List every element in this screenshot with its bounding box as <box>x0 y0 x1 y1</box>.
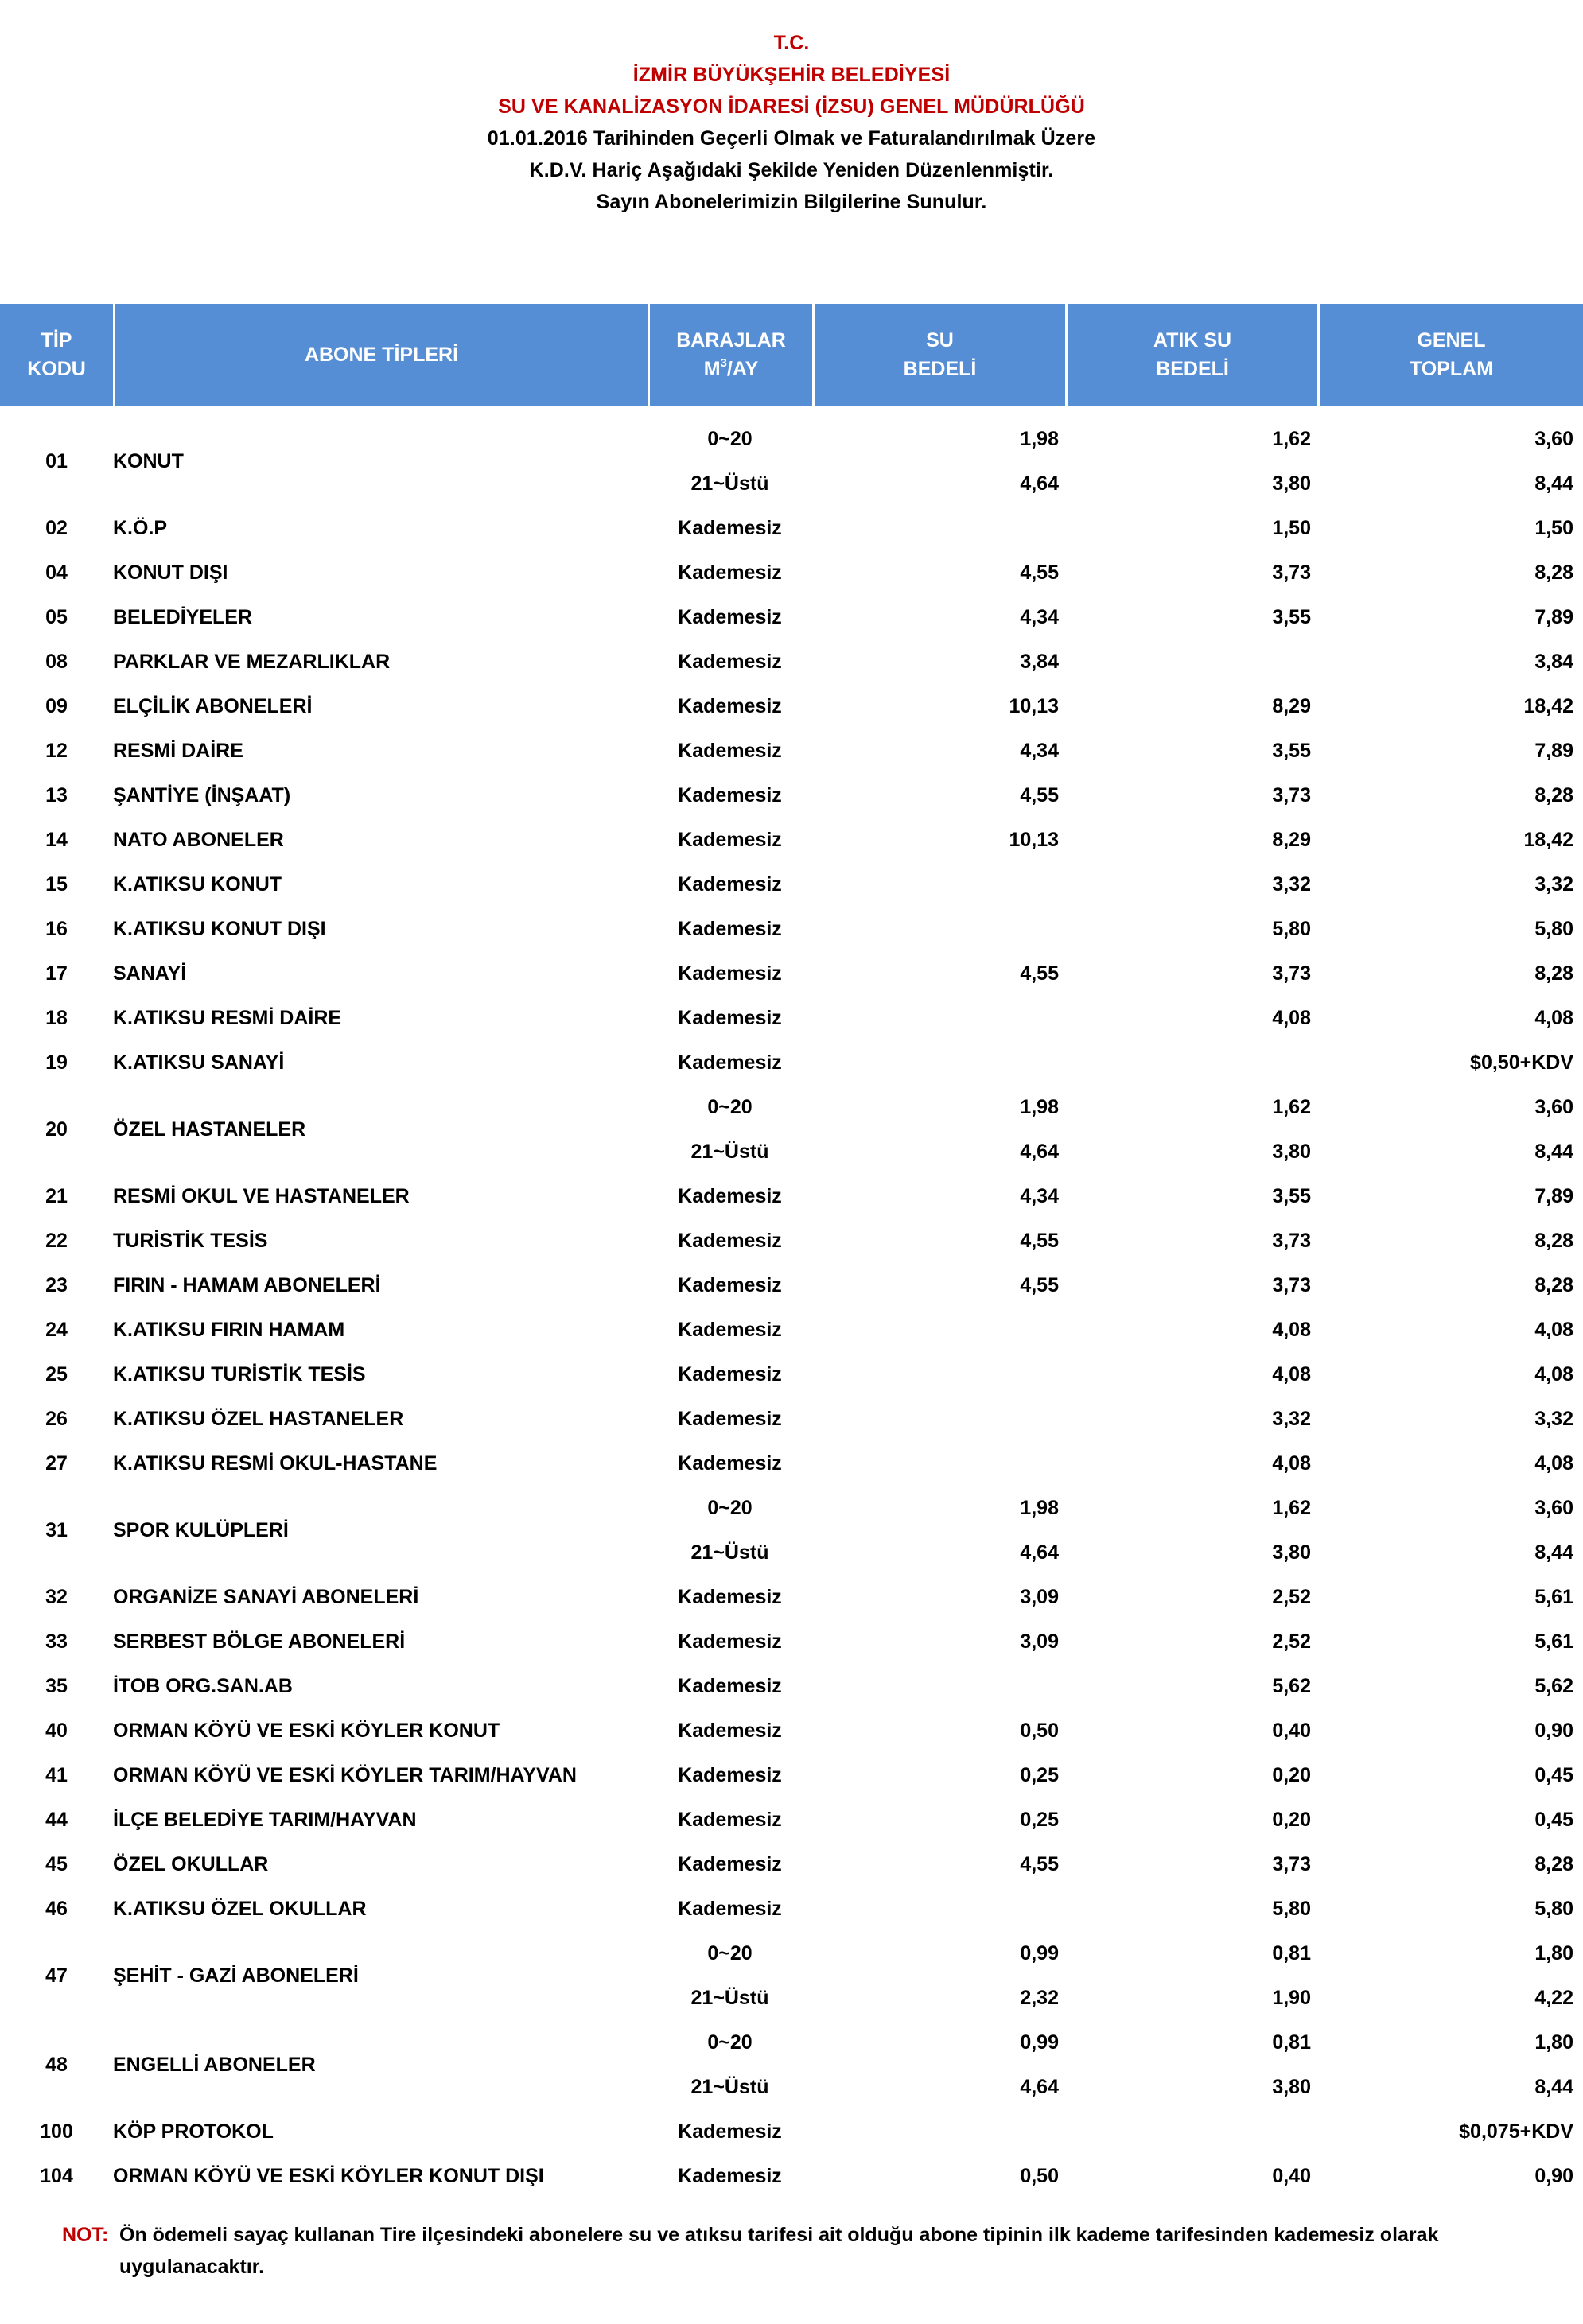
subscriber-code: 05 <box>45 605 68 628</box>
subscriber-code: 41 <box>45 1763 68 1786</box>
wastewater-fee-cell: 3,73 <box>1272 962 1311 985</box>
subscriber-code: 22 <box>45 1229 68 1252</box>
subscriber-code: 31 <box>45 1518 68 1541</box>
subscriber-code: 18 <box>45 1006 68 1029</box>
subscriber-type-name: ENGELLİ ABONELER <box>113 2053 316 2076</box>
subscriber-type-name: FIRIN - HAMAM ABONELERİ <box>113 1273 381 1296</box>
table-row <box>0 1797 1583 1842</box>
water-fee-cell <box>812 1040 1065 1085</box>
subscriber-type-name: RESMİ OKUL VE HASTANELER <box>113 1184 410 1207</box>
tier-cell: Kademesiz <box>678 917 782 940</box>
subscriber-type-name: K.ATIKSU TURİSTİK TESİS <box>113 1362 366 1385</box>
subscriber-type-name: K.Ö.P <box>113 516 168 539</box>
table-row <box>0 996 1583 1040</box>
subscriber-type-name: K.ATIKSU KONUT <box>113 872 282 896</box>
total-cell: $0,50+KDV <box>1470 1051 1573 1074</box>
subscriber-code: 23 <box>45 1273 68 1296</box>
total-cell: 0,90 <box>1534 1719 1573 1742</box>
tier-cell: Kademesiz <box>678 783 782 806</box>
subscriber-code: 16 <box>45 917 68 940</box>
tier-cell: Kademesiz <box>678 1897 782 1920</box>
header-line-effective-date: 01.01.2016 Tarihinden Geçerli Olmak ve Faturalandırılmak Üzere <box>487 127 1096 150</box>
water-fee-cell: 0,50 <box>1020 1719 1059 1742</box>
subscriber-code: 15 <box>45 872 68 896</box>
water-fee-cell: 1,98 <box>1020 1095 1059 1118</box>
tier-cell: Kademesiz <box>678 1719 782 1742</box>
wastewater-fee-cell: 0,40 <box>1272 2164 1311 2187</box>
wastewater-fee-cell: 0,81 <box>1272 2031 1311 2054</box>
wastewater-fee-cell: 4,08 <box>1272 1362 1311 1385</box>
table-row <box>0 951 1583 996</box>
col-header-subscriber-type: ABONE TİPLERİ <box>113 304 648 406</box>
subscriber-type-name: NATO ABONELER <box>113 828 284 851</box>
total-cell: 7,89 <box>1534 739 1573 762</box>
note-label: NOT: <box>62 2224 109 2246</box>
water-fee-cell: 1,98 <box>1020 427 1059 450</box>
tier-cell: 21~Üstü <box>690 1541 769 1564</box>
table-row <box>0 417 1583 461</box>
total-cell: 4,08 <box>1534 1006 1573 1029</box>
tier-cell: Kademesiz <box>678 1585 782 1608</box>
subscriber-code: 46 <box>45 1897 68 1920</box>
subscriber-type-name: K.ATIKSU RESMİ OKUL-HASTANE <box>113 1452 438 1475</box>
subscriber-type-name: KÖP PROTOKOL <box>113 2120 274 2143</box>
tier-cell: Kademesiz <box>678 1674 782 1697</box>
subscriber-type-name: RESMİ DAİRE <box>113 739 243 762</box>
subscriber-code: 27 <box>45 1452 68 1475</box>
wastewater-fee-cell: 8,29 <box>1272 828 1311 851</box>
wastewater-fee-cell: 4,08 <box>1272 1452 1311 1475</box>
spacer-cell <box>0 406 1583 417</box>
wastewater-fee-cell: 3,80 <box>1272 2075 1311 2098</box>
table-row <box>0 1218 1583 1263</box>
tier-cell: Kademesiz <box>678 1051 782 1074</box>
subscriber-type-name: K.ATIKSU RESMİ DAİRE <box>113 1006 342 1029</box>
wastewater-fee-cell: 5,80 <box>1272 917 1311 940</box>
subscriber-code: 35 <box>45 1674 68 1697</box>
wastewater-fee-cell: 0,20 <box>1272 1763 1311 1786</box>
subscriber-code: 09 <box>45 694 68 717</box>
table-row <box>0 818 1583 862</box>
subscriber-type-name: K.ATIKSU ÖZEL OKULLAR <box>113 1897 367 1920</box>
water-fee-cell <box>812 1352 1065 1397</box>
subscriber-type-name: BELEDİYELER <box>113 605 253 628</box>
subscriber-type-name: K.ATIKSU KONUT DIŞI <box>113 917 326 940</box>
wastewater-fee-cell: 1,50 <box>1272 516 1311 539</box>
subscriber-code: 13 <box>45 783 68 806</box>
total-cell: 3,60 <box>1534 1496 1573 1519</box>
subscriber-type-name: KONUT <box>113 449 184 472</box>
water-fee-cell: 0,50 <box>1020 2164 1059 2187</box>
tier-cell: Kademesiz <box>678 2120 782 2143</box>
table-row <box>0 907 1583 951</box>
table-row <box>0 1619 1583 1664</box>
table-row <box>0 1931 1583 1976</box>
water-fee-cell: 0,99 <box>1020 2031 1059 2054</box>
subscriber-code: 100 <box>40 2120 73 2143</box>
subscriber-code: 24 <box>45 1318 68 1341</box>
water-fee-cell <box>812 907 1065 951</box>
table-row <box>0 1887 1583 1931</box>
total-cell: 4,22 <box>1534 1986 1573 2009</box>
tier-cell: Kademesiz <box>678 962 782 985</box>
table-row <box>0 729 1583 773</box>
spacer-row <box>0 406 1583 417</box>
wastewater-fee-cell: 1,62 <box>1272 427 1311 450</box>
water-fee-cell: 10,13 <box>1009 694 1059 717</box>
water-fee-cell <box>812 1308 1065 1352</box>
table-row <box>0 1575 1583 1619</box>
subscriber-code: 19 <box>45 1051 68 1074</box>
water-fee-cell: 4,55 <box>1020 1229 1059 1252</box>
subscriber-type-name: ELÇİLİK ABONELERİ <box>113 694 313 717</box>
water-fee-cell: 4,64 <box>1020 2075 1059 2098</box>
tier-cell: Kademesiz <box>678 1229 782 1252</box>
water-fee-cell: 4,55 <box>1020 561 1059 584</box>
wastewater-fee-cell: 4,08 <box>1272 1318 1311 1341</box>
subscriber-code: 04 <box>45 561 68 584</box>
total-cell: 4,08 <box>1534 1452 1573 1475</box>
table-row <box>0 550 1583 595</box>
total-cell: 8,28 <box>1534 1273 1573 1296</box>
tariff-table <box>0 304 1583 2198</box>
water-fee-cell <box>812 1664 1065 1708</box>
tier-cell: Kademesiz <box>678 1852 782 1875</box>
col-header-wastewater-fee: ATIK SU BEDELİ <box>1065 304 1317 406</box>
tier-cell: Kademesiz <box>678 739 782 762</box>
tier-cell: 0~20 <box>707 1496 753 1519</box>
subscriber-type-name: SERBEST BÖLGE ABONELERİ <box>113 1630 406 1653</box>
wastewater-fee-cell: 2,52 <box>1272 1630 1311 1653</box>
subscriber-code: 104 <box>40 2164 73 2187</box>
table-row <box>0 639 1583 684</box>
table-row <box>0 862 1583 907</box>
tier-cell: Kademesiz <box>678 1808 782 1831</box>
wastewater-fee-cell: 0,20 <box>1272 1808 1311 1831</box>
wastewater-fee-cell: 5,62 <box>1272 1674 1311 1697</box>
water-fee-cell: 1,98 <box>1020 1496 1059 1519</box>
wastewater-fee-cell: 3,55 <box>1272 739 1311 762</box>
total-cell: $0,075+KDV <box>1459 2120 1573 2143</box>
table-row <box>0 1441 1583 1486</box>
total-cell: 0,90 <box>1534 2164 1573 2187</box>
col-header-total: GENEL TOPLAM <box>1317 304 1583 406</box>
wastewater-fee-cell: 3,80 <box>1272 1541 1311 1564</box>
total-cell: 3,60 <box>1534 427 1573 450</box>
table-row <box>0 1664 1583 1708</box>
total-cell: 0,45 <box>1534 1763 1573 1786</box>
total-cell: 3,60 <box>1534 1095 1573 1118</box>
table-row <box>0 2109 1583 2154</box>
wastewater-fee-cell: 3,73 <box>1272 1229 1311 1252</box>
table-row <box>0 2020 1583 2065</box>
table-row <box>0 1174 1583 1218</box>
subscriber-code: 40 <box>45 1719 68 1742</box>
wastewater-fee-cell: 3,32 <box>1272 1407 1311 1430</box>
subscriber-type-name: ŞEHİT - GAZİ ABONELERİ <box>113 1964 359 1987</box>
subscriber-type-name: İLÇE BELEDİYE TARIM/HAYVAN <box>113 1808 417 1831</box>
tier-cell: Kademesiz <box>678 605 782 628</box>
water-fee-cell <box>812 2109 1065 2154</box>
water-fee-cell: 3,09 <box>1020 1630 1059 1653</box>
subscriber-code: 14 <box>45 828 68 851</box>
total-cell: 5,61 <box>1534 1630 1573 1653</box>
tier-cell: 0~20 <box>707 1941 753 1965</box>
header-line-municipality: İZMİR BÜYÜKŞEHİR BELEDİYESİ <box>632 64 951 86</box>
table-header-row <box>0 304 1583 406</box>
water-fee-cell: 4,34 <box>1020 605 1059 628</box>
subscriber-code: 44 <box>45 1808 68 1831</box>
subscriber-code: 20 <box>45 1117 68 1141</box>
total-cell: 8,44 <box>1534 2075 1573 2098</box>
subscriber-type-name: ÖZEL HASTANELER <box>113 1117 306 1141</box>
subscriber-type-name: K.ATIKSU SANAYİ <box>113 1051 285 1074</box>
wastewater-fee-cell <box>1065 1040 1317 1085</box>
wastewater-fee-cell: 3,55 <box>1272 605 1311 628</box>
tier-cell: Kademesiz <box>678 694 782 717</box>
water-fee-cell: 4,64 <box>1020 472 1059 495</box>
water-fee-cell <box>812 1397 1065 1441</box>
tier-cell: Kademesiz <box>678 1184 782 1207</box>
wastewater-fee-cell: 3,73 <box>1272 1273 1311 1296</box>
subscriber-code: 25 <box>45 1362 68 1385</box>
header-line-tc: T.C. <box>773 32 810 54</box>
tier-cell: Kademesiz <box>678 1362 782 1385</box>
water-fee-cell: 0,25 <box>1020 1763 1059 1786</box>
tier-cell: Kademesiz <box>678 1407 782 1430</box>
table-row <box>0 1352 1583 1397</box>
water-fee-cell: 2,32 <box>1020 1986 1059 2009</box>
wastewater-fee-cell: 1,90 <box>1272 1986 1311 2009</box>
wastewater-fee-cell: 3,73 <box>1272 1852 1311 1875</box>
subscriber-code: 17 <box>45 962 68 985</box>
water-fee-cell: 0,25 <box>1020 1808 1059 1831</box>
water-fee-cell: 4,64 <box>1020 1541 1059 1564</box>
table-row <box>0 595 1583 639</box>
subscriber-type-name: ORMAN KÖYÜ VE ESKİ KÖYLER TARIM/HAYVAN <box>113 1763 577 1786</box>
tier-cell: 21~Üstü <box>690 472 769 495</box>
water-fee-cell: 10,13 <box>1009 828 1059 851</box>
table-row <box>0 1085 1583 1129</box>
subscriber-code: 45 <box>45 1852 68 1875</box>
total-cell: 3,32 <box>1534 872 1573 896</box>
subscriber-type-name: K.ATIKSU ÖZEL HASTANELER <box>113 1407 404 1430</box>
total-cell: 4,08 <box>1534 1362 1573 1385</box>
total-cell: 1,80 <box>1534 2031 1573 2054</box>
table-row <box>0 684 1583 729</box>
header-line-notice: Sayın Abonelerimizin Bilgilerine Sunulur. <box>596 191 987 213</box>
tier-cell: 0~20 <box>707 2031 753 2054</box>
subscriber-type-name: ŞANTİYE (İNŞAAT) <box>113 783 291 806</box>
subscriber-type-name: TURİSTİK TESİS <box>113 1229 268 1252</box>
subscriber-code: 08 <box>45 650 68 673</box>
col-header-code: TİP KODU <box>0 304 113 406</box>
tier-cell: 21~Üstü <box>690 1140 769 1163</box>
tier-cell: Kademesiz <box>678 1006 782 1029</box>
total-cell: 1,50 <box>1534 516 1573 539</box>
subscriber-code: 26 <box>45 1407 68 1430</box>
wastewater-fee-cell: 8,29 <box>1272 694 1311 717</box>
tier-cell: Kademesiz <box>678 1630 782 1653</box>
wastewater-fee-cell <box>1065 2109 1317 2154</box>
wastewater-fee-cell: 3,73 <box>1272 561 1311 584</box>
subscriber-type-name: ORMAN KÖYÜ VE ESKİ KÖYLER KONUT DIŞI <box>113 2164 544 2187</box>
table-row <box>0 773 1583 818</box>
tier-cell: 0~20 <box>707 1095 753 1118</box>
wastewater-fee-cell: 1,62 <box>1272 1496 1311 1519</box>
tier-cell: Kademesiz <box>678 516 782 539</box>
subscriber-code: 12 <box>45 739 68 762</box>
wastewater-fee-cell: 0,81 <box>1272 1941 1311 1965</box>
note-text: Ön ödemeli sayaç kullanan Tire ilçesindeki abonelere su ve atıksu tarifesi ait olduğu abone tipinin ilk kademe tarifesinden kademesiz olarak uygulanacaktır. <box>119 2224 1439 2278</box>
wastewater-fee-cell: 1,62 <box>1272 1095 1311 1118</box>
total-cell: 7,89 <box>1534 605 1573 628</box>
subscriber-type-name: SPOR KULÜPLERİ <box>113 1518 289 1541</box>
tier-cell: Kademesiz <box>678 1452 782 1475</box>
wastewater-fee-cell: 3,80 <box>1272 472 1311 495</box>
total-cell: 3,32 <box>1534 1407 1573 1430</box>
total-cell: 8,44 <box>1534 1541 1573 1564</box>
water-fee-cell: 4,55 <box>1020 1852 1059 1875</box>
water-fee-cell: 4,64 <box>1020 1140 1059 1163</box>
tier-cell: Kademesiz <box>678 1763 782 1786</box>
subscriber-type-name: K.ATIKSU FIRIN HAMAM <box>113 1318 345 1341</box>
total-cell: 8,44 <box>1534 1140 1573 1163</box>
total-cell: 3,84 <box>1534 650 1573 673</box>
subscriber-type-name: PARKLAR VE MEZARLIKLAR <box>113 650 391 673</box>
tier-cell: Kademesiz <box>678 2164 782 2187</box>
table-row <box>0 1842 1583 1887</box>
total-cell: 5,62 <box>1534 1674 1573 1697</box>
wastewater-fee-cell: 2,52 <box>1272 1585 1311 1608</box>
total-cell: 0,45 <box>1534 1808 1573 1831</box>
table-row <box>0 1263 1583 1308</box>
total-cell: 18,42 <box>1523 828 1573 851</box>
total-cell: 5,80 <box>1534 917 1573 940</box>
subscriber-code: 48 <box>45 2053 68 2076</box>
subscriber-type-name: ORGANİZE SANAYİ ABONELERİ <box>113 1585 419 1608</box>
document-header <box>0 27 1583 218</box>
water-fee-cell <box>812 996 1065 1040</box>
water-fee-cell <box>812 506 1065 550</box>
total-cell: 8,28 <box>1534 1852 1573 1875</box>
wastewater-fee-cell: 0,40 <box>1272 1719 1311 1742</box>
subscriber-code: 32 <box>45 1585 68 1608</box>
wastewater-fee-cell: 4,08 <box>1272 1006 1311 1029</box>
water-fee-cell: 0,99 <box>1020 1941 1059 1965</box>
total-cell: 5,61 <box>1534 1585 1573 1608</box>
table-row <box>0 1708 1583 1753</box>
subscriber-type-name: KONUT DIŞI <box>113 561 228 584</box>
subscriber-code: 33 <box>45 1630 68 1653</box>
subscriber-code: 47 <box>45 1964 68 1987</box>
wastewater-fee-cell: 3,32 <box>1272 872 1311 896</box>
table-body <box>0 406 1583 2198</box>
wastewater-fee-cell <box>1065 639 1317 684</box>
subscriber-type-name: İTOB ORG.SAN.AB <box>113 1674 293 1697</box>
wastewater-fee-cell: 3,55 <box>1272 1184 1311 1207</box>
subscriber-type-name: ORMAN KÖYÜ VE ESKİ KÖYLER KONUT <box>113 1719 500 1742</box>
tier-cell: Kademesiz <box>678 561 782 584</box>
water-fee-cell <box>812 1441 1065 1486</box>
tier-cell: Kademesiz <box>678 650 782 673</box>
total-cell: 7,89 <box>1534 1184 1573 1207</box>
water-fee-cell: 4,55 <box>1020 783 1059 806</box>
header-line-izsu: SU VE KANALİZASYON İDARESİ (İZSU) GENEL MÜDÜRLÜĞÜ <box>498 95 1085 118</box>
tier-cell: Kademesiz <box>678 1273 782 1296</box>
total-cell: 18,42 <box>1523 694 1573 717</box>
tier-cell: 0~20 <box>707 427 753 450</box>
subscriber-code: 02 <box>45 516 68 539</box>
water-fee-cell <box>812 862 1065 907</box>
wastewater-fee-cell: 3,73 <box>1272 783 1311 806</box>
total-cell: 8,28 <box>1534 962 1573 985</box>
table-row <box>0 1486 1583 1530</box>
col-header-water-fee: SU BEDELİ <box>812 304 1065 406</box>
total-cell: 8,28 <box>1534 783 1573 806</box>
total-cell: 5,80 <box>1534 1897 1573 1920</box>
tier-cell: Kademesiz <box>678 1318 782 1341</box>
table-row <box>0 1040 1583 1085</box>
tier-cell: Kademesiz <box>678 872 782 896</box>
water-fee-cell: 3,09 <box>1020 1585 1059 1608</box>
water-fee-cell: 4,34 <box>1020 1184 1059 1207</box>
tier-cell: 21~Üstü <box>690 2075 769 2098</box>
subscriber-code: 21 <box>45 1184 68 1207</box>
subscriber-code: 01 <box>45 449 68 472</box>
table-row <box>0 1308 1583 1352</box>
wastewater-fee-cell: 5,80 <box>1272 1897 1311 1920</box>
water-fee-cell: 4,34 <box>1020 739 1059 762</box>
col-header-tier: BARAJLAR $M^3/AY$ <box>648 304 812 406</box>
table-row <box>0 1753 1583 1797</box>
water-fee-cell: 4,55 <box>1020 962 1059 985</box>
table-row <box>0 2154 1583 2198</box>
water-fee-cell: 4,55 <box>1020 1273 1059 1296</box>
total-cell: 1,80 <box>1534 1941 1573 1965</box>
table-row <box>0 1397 1583 1441</box>
total-cell: 8,28 <box>1534 561 1573 584</box>
total-cell: 8,28 <box>1534 1229 1573 1252</box>
subscriber-type-name: ÖZEL OKULLAR <box>113 1852 269 1875</box>
tier-cell: Kademesiz <box>678 828 782 851</box>
tier-cell: 21~Üstü <box>690 1986 769 2009</box>
header-line-vat: K.D.V. Hariç Aşağıdaki Şekilde Yeniden Düzenlenmiştir. <box>529 159 1054 181</box>
wastewater-fee-cell: 3,80 <box>1272 1140 1311 1163</box>
water-fee-cell <box>812 1887 1065 1931</box>
total-cell: 4,08 <box>1534 1318 1573 1341</box>
water-fee-cell: 3,84 <box>1020 650 1059 673</box>
total-cell: 8,44 <box>1534 472 1573 495</box>
table-row <box>0 506 1583 550</box>
subscriber-type-name: SANAYİ <box>113 962 187 985</box>
